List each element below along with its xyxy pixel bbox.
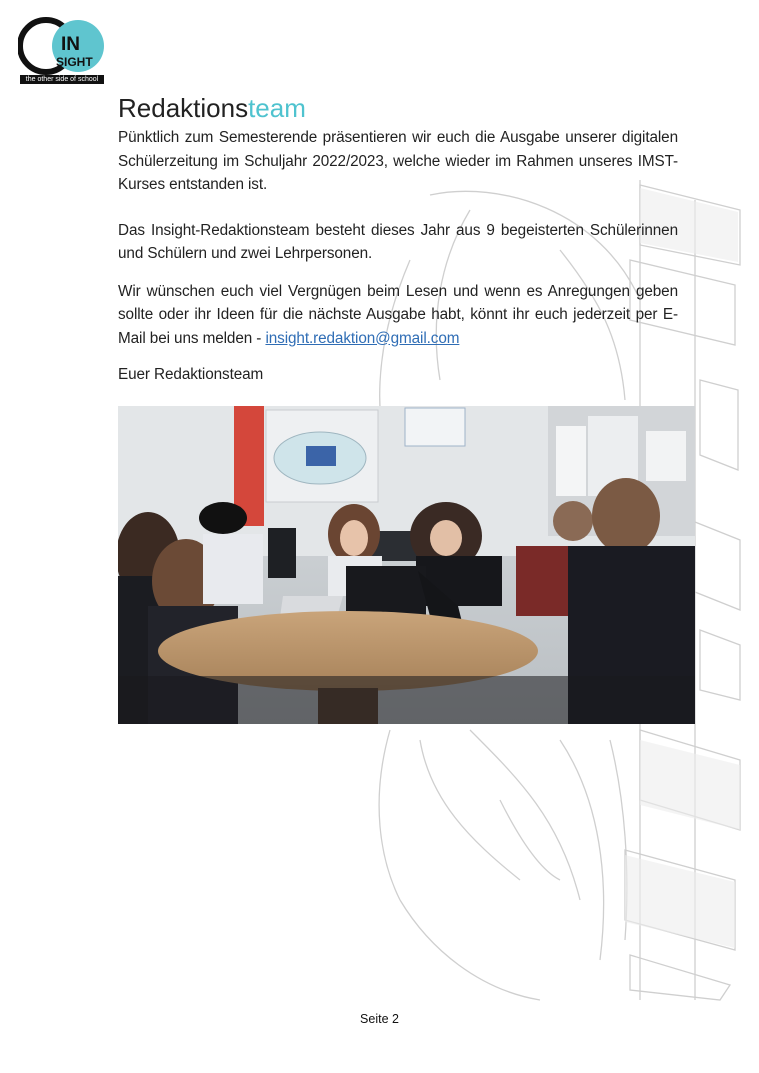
contact-text: Wir wünschen euch viel Vergnügen beim Lesen und wenn es Anregungen geben sollte oder ihr Ideen für die nächste Ausgabe habt, könnt ihr euch jederzeit per E-Mail bei uns melden -: [118, 282, 678, 347]
team-photo: [118, 406, 695, 724]
logo-in-text: IN: [61, 34, 80, 55]
intro-paragraph: Pünktlich zum Semesterende präsentieren wir euch die Ausgabe unserer digitalen Schülerzeitung im Schuljahr 2022/2023, welche wieder im Rahmen unseres IMST-Kurses entstanden ist.: [118, 129, 678, 193]
signature: Euer Redaktionsteam: [118, 366, 264, 383]
team-photo-illustration: [118, 406, 695, 724]
page-number: Seite 2: [360, 1012, 399, 1026]
logo-tagline: the other side of school: [20, 75, 104, 84]
page-title: [118, 92, 678, 124]
logo-sight-text: SIGHT: [56, 55, 93, 69]
insight-logo: [18, 14, 108, 86]
email-link[interactable]: insight.redaktion@gmail.com: [265, 329, 460, 347]
article-content: [118, 92, 678, 386]
title-main: Redaktions: [118, 93, 249, 123]
title-accent: team: [248, 93, 306, 123]
contact-paragraph: [118, 280, 678, 351]
team-paragraph: Das Insight-Redaktionsteam besteht dieses Jahr aus 9 begeisterten Schülerinnen und Schülern und zwei Lehrpersonen.: [118, 221, 678, 262]
